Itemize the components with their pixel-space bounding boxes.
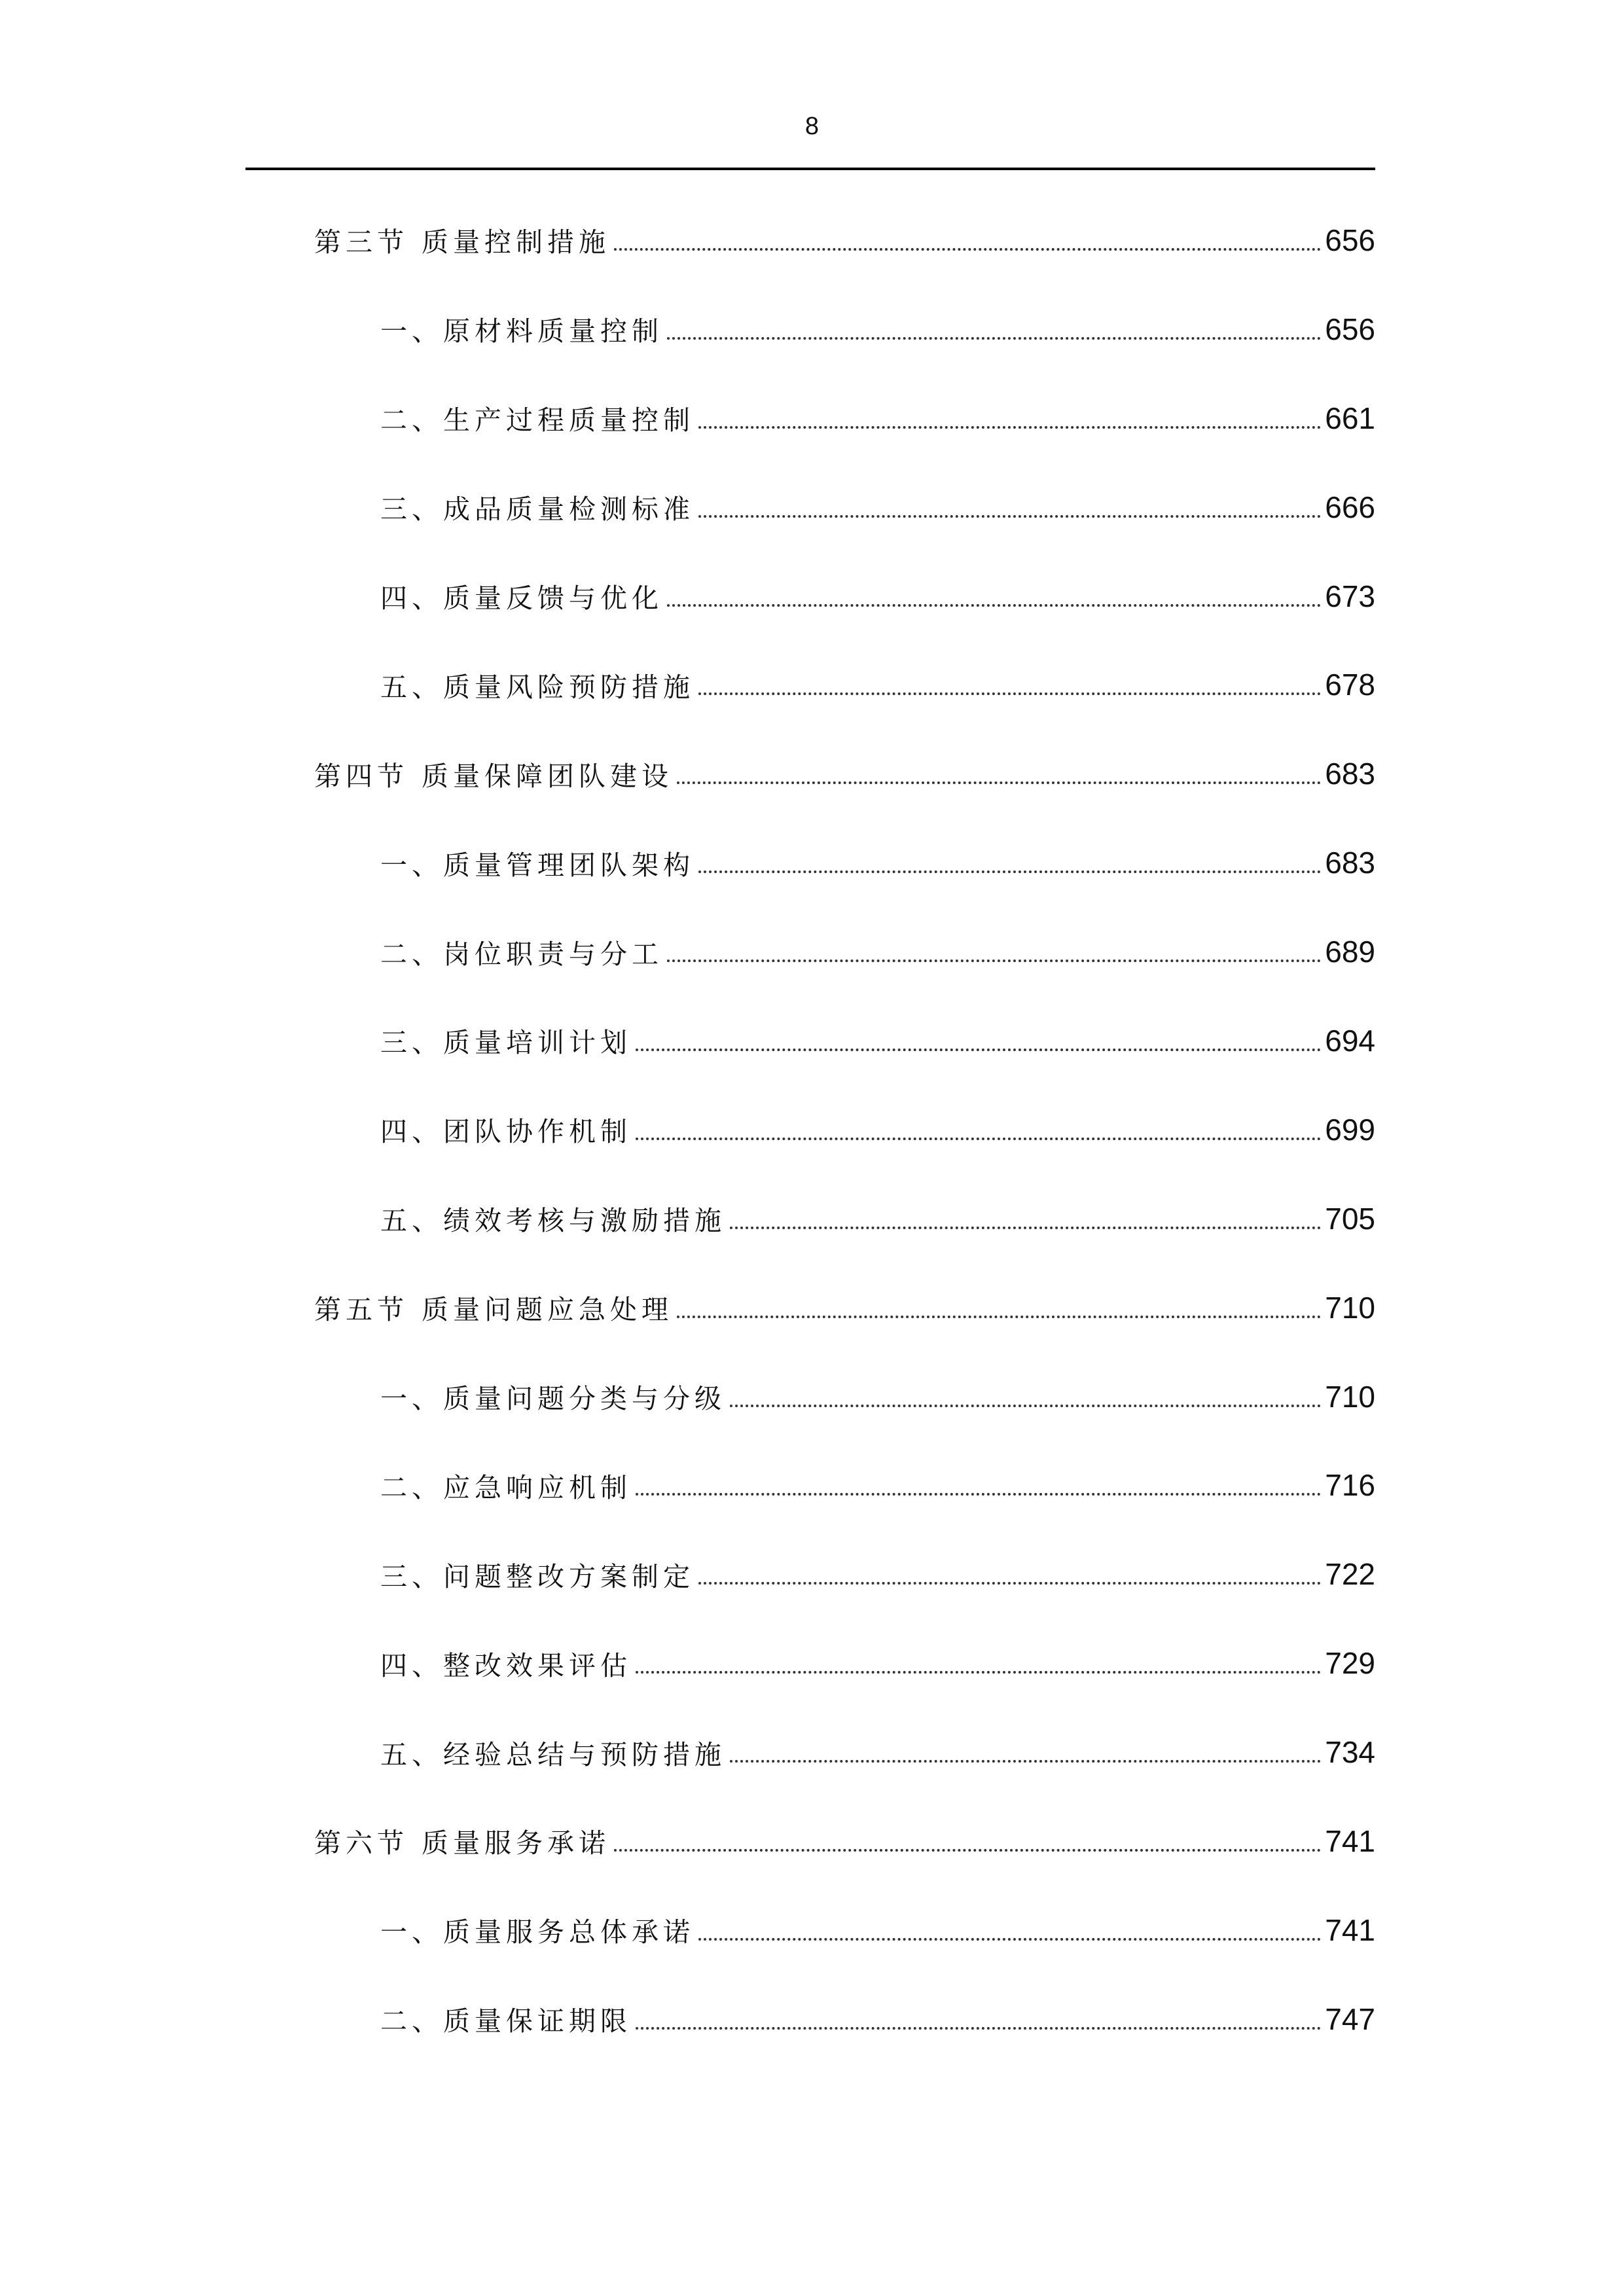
toc-subsection-entry[interactable]: [314, 1530, 1375, 1619]
toc-entry-page: 656: [1325, 312, 1375, 346]
toc-section-entry[interactable]: [314, 1263, 1375, 1352]
toc-entry-page: 734: [1325, 1735, 1375, 1770]
toc-entry-title: 四、整改效果评估: [380, 1649, 632, 1681]
toc-subsection-entry[interactable]: [314, 818, 1375, 907]
dot-leader: [614, 1849, 1321, 1852]
dot-leader: [730, 1405, 1321, 1407]
toc-entry-title: 第三节 质量控制措施: [314, 226, 611, 259]
header-rule: [245, 168, 1375, 170]
dot-leader: [698, 515, 1321, 518]
page-number: 8: [804, 113, 820, 140]
toc-entry-title: 四、质量反馈与优化: [380, 583, 663, 614]
toc-entry-page: 710: [1325, 1290, 1375, 1325]
toc-entry-title: 二、岗位职责与分工: [380, 938, 663, 970]
toc-subsection-entry[interactable]: [314, 1085, 1375, 1174]
dot-leader: [730, 1760, 1321, 1763]
toc-entry-page: 716: [1325, 1468, 1375, 1503]
toc-entry-title: 二、质量保证期限: [380, 2005, 632, 2037]
toc-subsection-entry[interactable]: [314, 1352, 1375, 1441]
toc-subsection-entry[interactable]: [314, 907, 1375, 996]
toc-subsection-entry[interactable]: [314, 285, 1375, 374]
toc-subsection-entry[interactable]: [314, 552, 1375, 641]
dot-leader: [636, 1049, 1321, 1051]
toc-subsection-entry[interactable]: [314, 1975, 1375, 2064]
toc-subsection-entry[interactable]: [314, 1441, 1375, 1530]
dot-leader: [677, 781, 1321, 784]
toc-entry-page: 722: [1325, 1557, 1375, 1592]
toc-subsection-entry[interactable]: [314, 1619, 1375, 1708]
toc-entry-title: 一、原材料质量控制: [380, 315, 663, 348]
toc-entry-title: 二、生产过程质量控制: [380, 404, 695, 437]
toc-entry-page: 747: [1325, 2001, 1375, 2036]
toc-entry-title: 第六节 质量服务承诺: [314, 1827, 611, 1859]
toc-entry-page: 683: [1325, 846, 1375, 880]
toc-entry-page: 710: [1325, 1379, 1375, 1414]
toc-entry-title: 一、质量管理团队架构: [380, 849, 695, 881]
toc-entry-title: 三、成品质量检测标准: [380, 493, 695, 526]
toc-subsection-entry[interactable]: [314, 1708, 1375, 1797]
dot-leader: [698, 692, 1321, 695]
dot-leader: [698, 1582, 1321, 1585]
dot-leader: [636, 2027, 1321, 2030]
dot-leader: [667, 604, 1321, 607]
toc-entry-page: 683: [1325, 757, 1375, 791]
toc-subsection-entry[interactable]: [314, 374, 1375, 463]
toc-entry-page: 741: [1325, 1823, 1375, 1858]
dot-leader: [636, 1493, 1321, 1496]
toc-subsection-entry[interactable]: [314, 996, 1375, 1085]
toc-subsection-entry[interactable]: [314, 1174, 1375, 1263]
toc-entry-title: 五、质量风险预防措施: [380, 671, 695, 703]
toc-entry-page: 673: [1325, 579, 1375, 613]
toc-entry-page: 678: [1325, 668, 1375, 702]
toc-entry-page: 694: [1325, 1023, 1375, 1058]
toc-section-entry[interactable]: [314, 1797, 1375, 1886]
toc-entry-title: 五、绩效考核与激励措施: [380, 1205, 726, 1237]
dot-leader: [667, 337, 1321, 340]
toc-section-entry[interactable]: [314, 196, 1375, 285]
table-of-contents: [314, 196, 1375, 2064]
toc-entry-title: 第五节 质量问题应急处理: [314, 1294, 674, 1326]
dot-leader: [636, 1138, 1321, 1140]
toc-subsection-entry[interactable]: [314, 640, 1375, 729]
toc-entry-title: 第四节 质量保障团队建设: [314, 760, 674, 792]
toc-entry-title: 一、质量服务总体承诺: [380, 1916, 695, 1948]
dot-leader: [636, 1671, 1321, 1674]
dot-leader: [698, 870, 1321, 873]
toc-subsection-entry[interactable]: [314, 463, 1375, 552]
toc-subsection-entry[interactable]: [314, 1886, 1375, 1975]
toc-entry-page: 689: [1325, 935, 1375, 969]
toc-section-entry[interactable]: [314, 729, 1375, 818]
toc-entry-title: 三、质量培训计划: [380, 1027, 632, 1059]
toc-entry-title: 四、团队协作机制: [380, 1116, 632, 1148]
toc-entry-page: 705: [1325, 1201, 1375, 1236]
dot-leader: [698, 426, 1321, 429]
toc-entry-page: 656: [1325, 223, 1375, 257]
dot-leader: [730, 1227, 1321, 1229]
dot-leader: [614, 248, 1321, 251]
dot-leader: [698, 1938, 1321, 1941]
toc-entry-page: 729: [1325, 1646, 1375, 1681]
toc-entry-title: 二、应急响应机制: [380, 1471, 632, 1503]
toc-entry-title: 一、质量问题分类与分级: [380, 1383, 726, 1415]
toc-entry-page: 666: [1325, 490, 1375, 524]
dot-leader: [667, 960, 1321, 962]
toc-entry-title: 三、问题整改方案制定: [380, 1560, 695, 1592]
toc-entry-page: 661: [1325, 401, 1375, 435]
toc-entry-page: 699: [1325, 1112, 1375, 1147]
toc-entry-title: 五、经验总结与预防措施: [380, 1738, 726, 1770]
dot-leader: [677, 1316, 1321, 1318]
toc-entry-page: 741: [1325, 1912, 1375, 1947]
